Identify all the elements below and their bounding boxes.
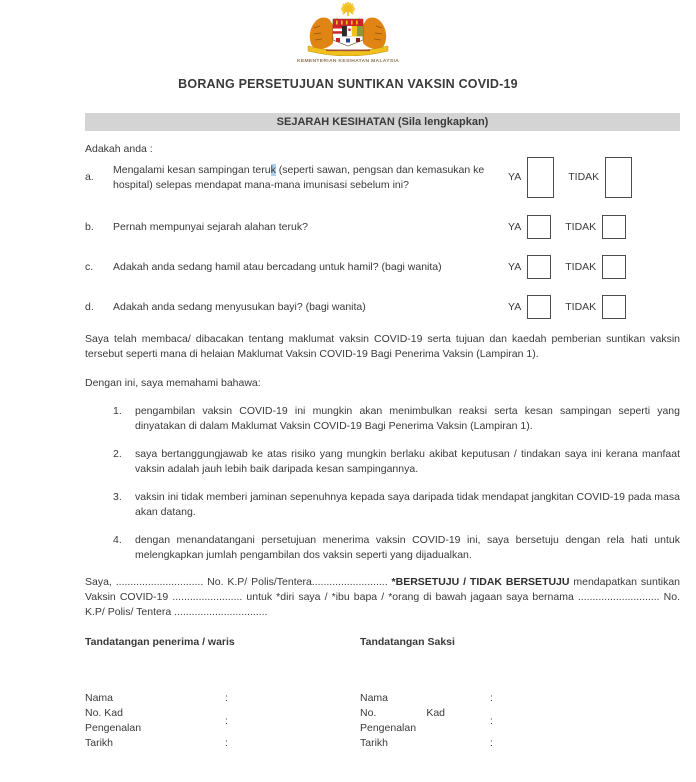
tidak-label: TIDAK [565,300,597,313]
question-d-row [85,295,680,319]
question-d-response [508,295,680,319]
name-label: Nama [85,692,114,704]
list-item-number: 3. [113,491,122,503]
form-header [0,2,696,92]
consent-bold-phrase: *BERSETUJU / TIDAK BERSETUJU [391,576,570,588]
consent-statement [85,575,680,620]
witness-fields-column [360,691,635,751]
ic-number-label: No. Kad Pengenalan [360,707,445,734]
question-c-letter: c. [85,260,94,273]
question-c-row [85,255,680,279]
question-a-response [508,157,680,198]
question-a-text: Mengalami kesan sampingan teruk (seperti sawan, pengsan dan kemasukan ke hospital) selepas mendapat mana-mana imunisasi sebelum ini? [113,163,485,191]
list-item [85,404,680,434]
understanding-intro: Dengan ini, saya memahami bahawa: [85,377,261,389]
ya-label: YA [508,171,522,183]
witness-name-row [360,691,635,706]
signature-headings [85,635,680,650]
tidak-label: TIDAK [565,220,597,233]
list-item [85,490,680,520]
question-d-letter: d. [85,300,94,313]
question-c-ya-checkbox[interactable] [527,255,551,279]
question-a-letter: a. [85,171,94,183]
question-b-response [508,215,680,239]
tidak-label: TIDAK [568,171,600,183]
ya-label: YA [508,260,522,273]
ya-label: YA [508,220,522,233]
consent-part2: mendapatkan suntikan Vaksin COVID-19 ........................ untuk *diri saya / *ibu bapa / *orang di bawah jagaan saya bernama ............................ No. K.P/ Polis/ Tentera ................................ [85,576,680,618]
recipient-ic-row [85,706,360,736]
colon-separator: : [490,714,493,727]
witness-date-row [360,736,635,751]
ic-number-label: No. Kad Pengenalan [85,707,142,734]
question-c-text: Adakah anda sedang hamil atau bercadang untuk hamil? (bagi wanita) [113,260,442,273]
ya-label: YA [508,300,522,313]
list-item-number: 4. [113,534,122,546]
question-d-tidak-checkbox[interactable] [602,295,626,319]
understanding-list [85,404,680,563]
list-item [85,447,680,477]
consent-part1: Saya, .............................. No. K.P/ Polis/Tentera.......................... [85,576,392,588]
list-item-text: pengambilan vaksin COVID-19 ini mungkin akan menimbulkan reaksi serta kesan sampingan seperti yang dinyatakan di dalam Maklumat Vaksin COVID-19 Bagi Penerima Vaksin (Lampiran 1). [135,405,680,432]
question-a-ya-checkbox[interactable] [527,157,554,198]
date-label: Tarikh [85,737,114,749]
recipient-signature-heading: Tandatangan penerima / waris [85,636,235,648]
list-item-text: saya bertanggungjawab ke atas risiko yang mungkin berlaku akibat keputusan / tindakan saya ini kerana manfaat vaksin adalah jauh lebih baik daripada kesan sampingannya. [135,448,680,475]
recipient-fields-column [85,691,360,751]
recipient-date-row [85,736,360,751]
section-header-sejarah-kesihatan: SEJARAH KESIHATAN (Sila lengkapkan) [85,113,680,131]
read-statement-paragraph: Saya telah membaca/ dibacakan tentang maklumat vaksin COVID-19 serta tujuan dan kaedah pemberian suntikan vaksin tersebut seperti mana di helaian Maklumat Vaksin COVID-19 Bagi Penerima Vaksin (Lampiran 1). [85,333,680,360]
date-label: Tarikh [360,737,389,749]
recipient-name-row [85,691,360,706]
question-a-row [85,157,680,198]
colon-separator: : [225,737,228,749]
colon-separator: : [225,692,228,704]
form-title: BORANG PERSETUJUAN SUNTIKAN VAKSIN COVID-19 [178,77,518,91]
question-b-row [85,215,680,239]
question-b-ya-checkbox[interactable] [527,215,551,239]
coat-of-arms-logo [300,2,396,56]
colon-separator: : [490,737,493,749]
tidak-label: TIDAK [565,260,597,273]
witness-signature-heading: Tandatangan Saksi [360,636,455,648]
list-item [85,533,680,563]
list-item-number: 2. [113,448,122,460]
witness-ic-row [360,706,635,736]
question-b-letter: b. [85,220,94,233]
question-c-tidak-checkbox[interactable] [602,255,626,279]
questions-intro: Adakah anda : [85,143,153,155]
question-d-text: Adakah anda sedang menyusukan bayi? (bagi wanita) [113,300,366,313]
question-c-response [508,255,680,279]
text-selection-highlight: k [270,163,276,176]
name-label: Nama [360,692,389,704]
question-d-ya-checkbox[interactable] [527,295,551,319]
question-a-tidak-checkbox[interactable] [605,157,632,198]
list-item-number: 1. [113,405,122,417]
colon-separator: : [225,714,228,727]
ministry-name: KEMENTERIAN KESIHATAN MALAYSIA [296,57,400,64]
colon-separator: : [490,692,493,704]
signature-fields [85,691,680,751]
list-item-text: vaksin ini tidak memberi jaminan sepenuhnya kepada saya daripada tidak mendapat jangkitan COVID-19 pada masa akan datang. [135,491,680,518]
question-b-text: Pernah mempunyai sejarah alahan teruk? [113,220,308,233]
question-b-tidak-checkbox[interactable] [602,215,626,239]
list-item-text: dengan menandatangani persetujuan menerima vaksin COVID-19 ini, saya bersetuju dengan rela hati untuk melengkapkan jumlah pengambilan dos vaksin seperti yang dijadualkan. [135,534,680,561]
